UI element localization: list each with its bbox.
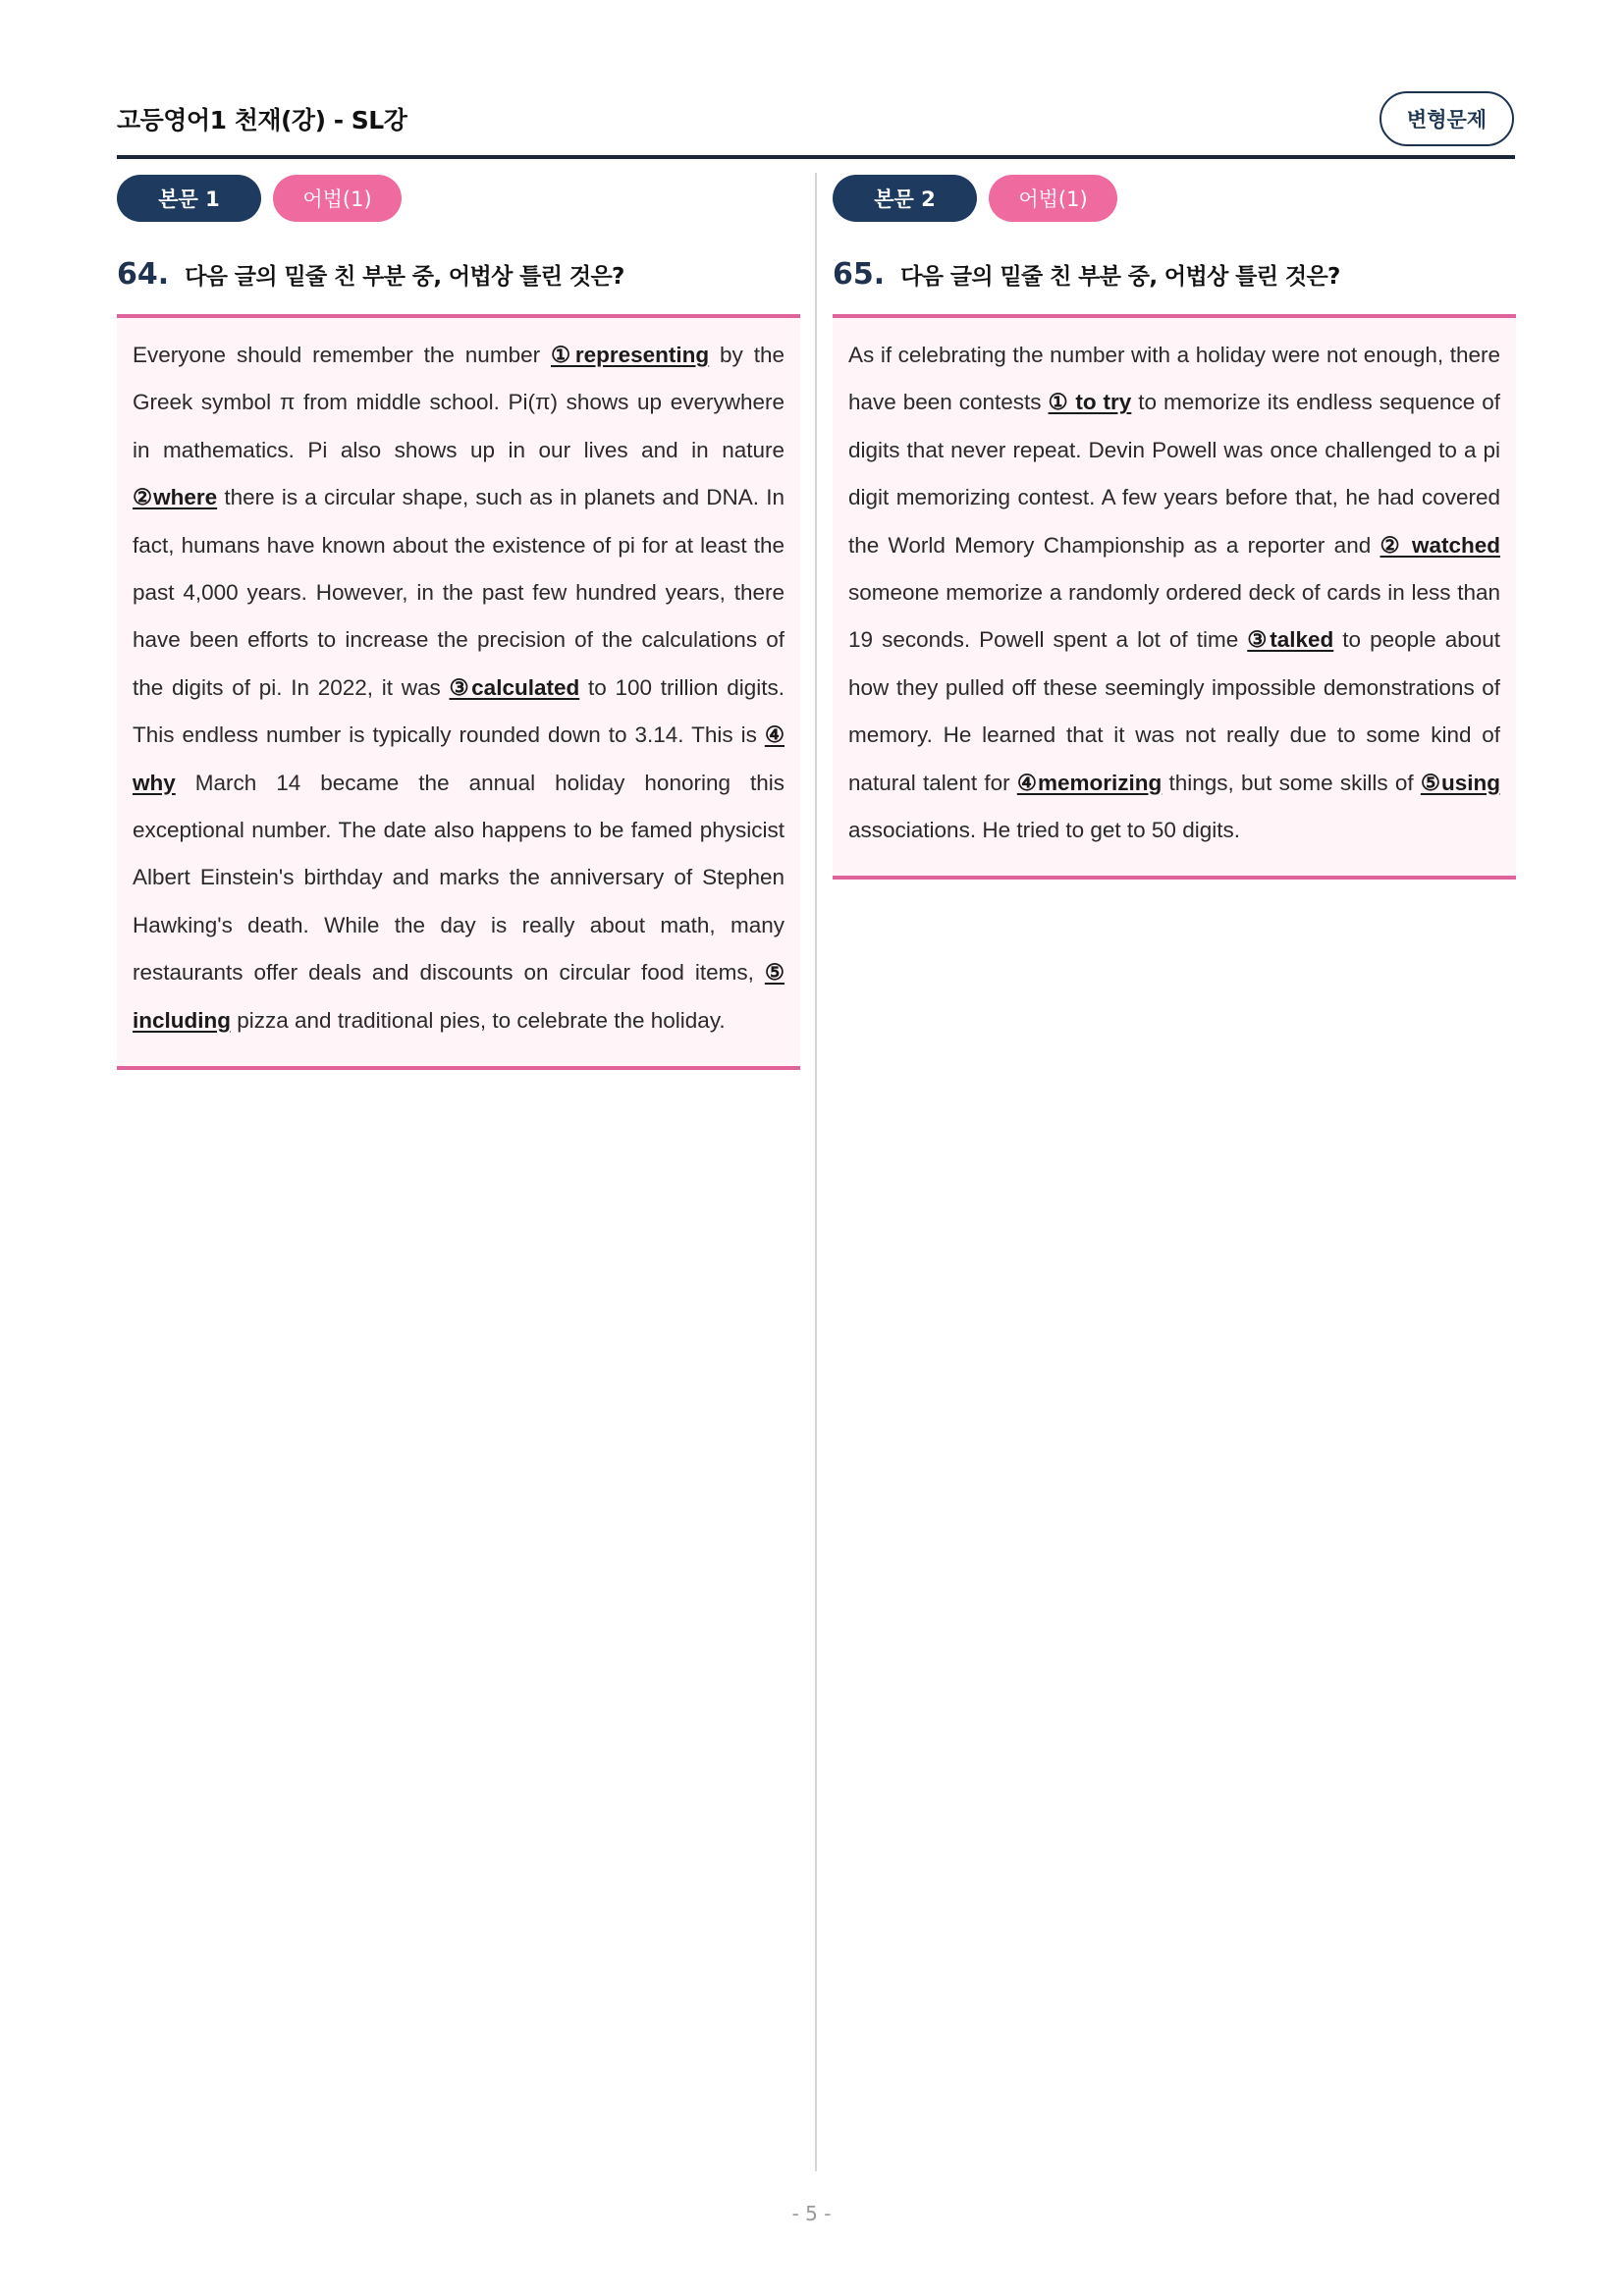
passage-tag: 본문 1 <box>117 175 261 222</box>
passage-segment: things, but some skills of <box>1162 770 1421 795</box>
header-divider <box>117 155 1515 159</box>
underlined-choice-3: ③calculated <box>449 674 580 700</box>
question-text: 다음 글의 밑줄 친 부분 중, 어법상 틀린 것은? <box>900 264 1340 290</box>
passage-segment: pizza and traditional pies, to celebrate the holiday. <box>231 1007 726 1033</box>
underlined-choice-1: ①representing <box>551 343 710 367</box>
passage-segment: to 100 trillion digits. This endless number is typically rounded down to 3.14. This is <box>133 674 784 748</box>
type-tag: 어법(1) <box>989 175 1117 222</box>
passage-box <box>117 314 800 1070</box>
question-number: 64. <box>117 257 170 292</box>
passage-segment: Everyone should remember the number <box>133 343 551 367</box>
underlined-choice-2: ② watched <box>1380 532 1500 558</box>
passage-segment: there is a circular shape, such as in planets and DNA. In fact, humans have known about the existence of pi for at least the past 4,000 years. However, in the past few hundred years, there have been efforts to increase the precision of the calculations of the digits of pi. In 2022, it was <box>133 485 785 700</box>
passage-box <box>833 314 1516 880</box>
question-column-2 <box>833 175 1516 880</box>
underlined-choice-1: ① to try <box>1048 390 1132 415</box>
underlined-choice-5: ⑤ including <box>133 960 784 1033</box>
question-number: 65. <box>833 257 886 292</box>
question-text: 다음 글의 밑줄 친 부분 중, 어법상 틀린 것은? <box>185 264 624 290</box>
passage-segment: to memorize its endless sequence of digits that never repeat. Devin Powell was once challenged to a pi digit memorizing contest. A few years before that, he had covered the World Memory Championship as a reporter and <box>848 390 1500 558</box>
question-heading <box>117 257 800 296</box>
passage-tag: 본문 2 <box>833 175 977 222</box>
page-number: - 5 - <box>791 2202 832 2225</box>
category-badge: 변형문제 <box>1380 91 1514 146</box>
passage-text <box>848 332 1500 854</box>
question-heading <box>833 257 1516 296</box>
passage-segment: someone memorize a randomly ordered deck of cards in less than 19 seconds. Powell spent a lot of time <box>848 580 1500 653</box>
passage-segment: associations. He tried to get to 50 digits. <box>848 818 1240 843</box>
passage-text <box>133 332 784 1044</box>
underlined-choice-3: ③talked <box>1247 627 1334 653</box>
type-tag: 어법(1) <box>273 175 402 222</box>
underlined-choice-2: ②where <box>133 485 218 510</box>
column-divider <box>815 173 817 2171</box>
tag-row <box>117 175 800 222</box>
passage-segment: As if celebrating the number with a holiday were not enough, there have been contests <box>848 343 1500 415</box>
passage-segment: March 14 became the annual holiday honoring this exceptional number. The date also happens to be famed physicist Albert Einstein's birthday and marks the anniversary of Stephen Hawking's death. While the day is really about math, many restaurants offer deals and discounts on circular food items, <box>133 770 784 986</box>
underlined-choice-4: ④memorizing <box>1016 770 1163 795</box>
underlined-choice-4: ④ why <box>133 722 784 795</box>
question-column-1 <box>117 175 800 1070</box>
passage-segment: to people about how they pulled off these seemingly impossible demonstrations of memory. He learned that it was not really due to some kind of natural talent for <box>848 627 1501 795</box>
underlined-choice-5: ⑤using <box>1420 770 1501 795</box>
passage-segment: by the Greek symbol π from middle school. Pi(π) shows up everywhere in mathematics. Pi also shows up in our lives and in nature <box>133 343 784 462</box>
document-title: 고등영어1 천재(강) - SL강 <box>117 106 407 134</box>
tag-row <box>833 175 1516 222</box>
